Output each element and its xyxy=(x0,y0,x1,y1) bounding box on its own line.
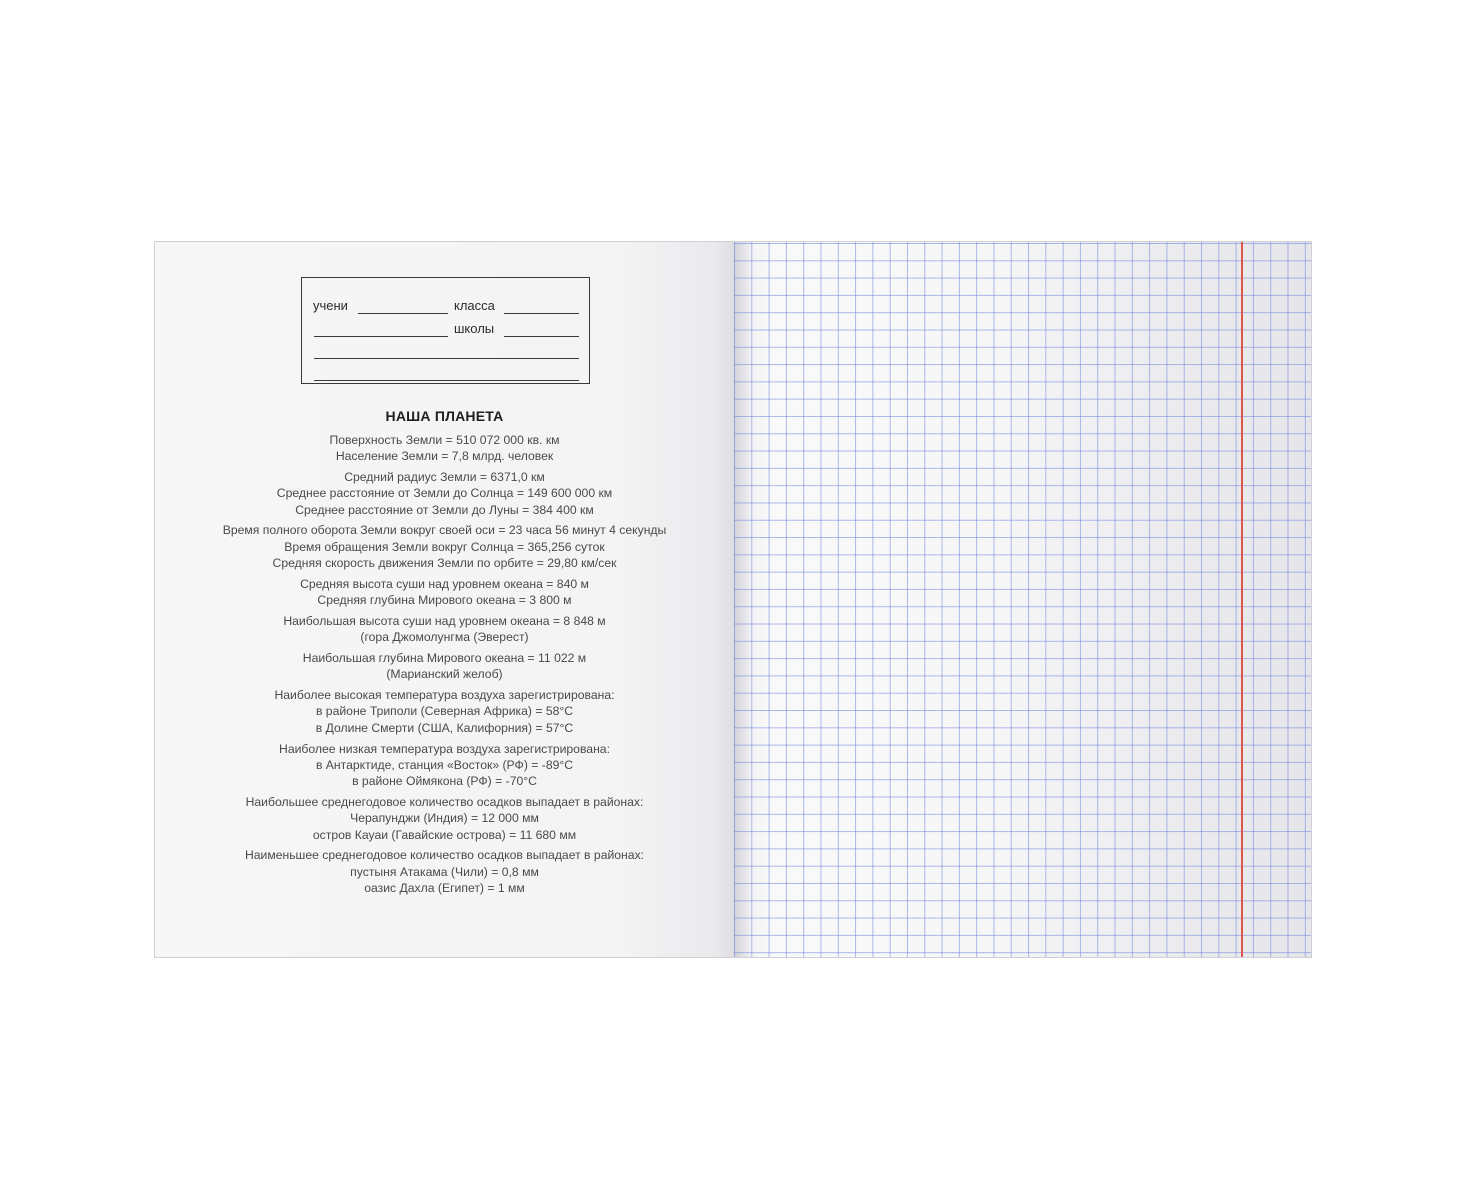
fact-line: Средняя высота суши над уровнем океана = 840 м xyxy=(300,576,589,591)
fact-group xyxy=(155,613,734,646)
fact-group xyxy=(155,687,734,736)
fact-group xyxy=(155,576,734,609)
school-label: школы xyxy=(454,321,495,336)
square-grid xyxy=(734,242,1311,957)
fact-line: оазис Дахла (Египет) = 1 мм xyxy=(364,880,525,895)
inner-cover-page xyxy=(155,242,734,957)
fact-line: Наибольшая высота суши над уровнем океана = 8 848 м xyxy=(283,613,606,628)
fact-line: Средняя скорость движения Земли по орбите = 29,80 км/сек xyxy=(272,556,617,571)
school-line xyxy=(504,336,579,337)
name-line xyxy=(314,336,448,337)
fact-line: Наибольшая глубина Мирового океана = 11 022 м xyxy=(302,651,587,666)
fact-group xyxy=(155,847,734,896)
fact-group xyxy=(155,650,734,683)
fact-line: в районе Триполи (Северная Африка) = 58°C xyxy=(315,704,574,719)
margin-line xyxy=(1241,242,1243,957)
planet-title: НАША ПЛАНЕТА xyxy=(385,408,504,424)
fact-line: Среднее расстояние от Земли до Солнца = 149 600 000 км xyxy=(276,486,613,501)
fact-group xyxy=(155,432,734,465)
fact-line: Поверхность Земли = 510 072 000 кв. км xyxy=(329,433,560,447)
graph-paper-page xyxy=(734,242,1311,957)
fact-group xyxy=(155,469,734,518)
class-line xyxy=(504,313,579,314)
fact-line: в Антарктиде, станция «Восток» (РФ) = -89°C xyxy=(315,757,574,772)
fact-line: Наиболее высокая температура воздуха зарегистрирована: xyxy=(274,688,615,703)
fact-line: Среднее расстояние от Земли до Луны = 384 400 км xyxy=(295,502,594,517)
fact-line: Население Земли = 7,8 млрд. человек xyxy=(335,449,554,464)
fact-line: Наиболее низкая температура воздуха зарегистрирована: xyxy=(279,741,610,756)
class-label: класса xyxy=(454,298,495,313)
blank-line-1 xyxy=(314,358,579,359)
fact-line: (гора Джомолунгма (Эверест) xyxy=(360,630,529,645)
fact-group xyxy=(155,794,734,843)
notebook-spread xyxy=(154,241,1312,958)
fact-line: остров Кауаи (Гавайские острова) = 11 680 мм xyxy=(312,827,577,842)
student-name-line xyxy=(358,313,448,314)
fact-line: Время обращения Земли вокруг Солнца = 365,256 суток xyxy=(284,539,605,554)
fact-line: Черапунджи (Индия) = 12 000 мм xyxy=(350,811,539,826)
fact-line: Время полного оборота Земли вокруг своей оси = 23 часа 56 минут 4 секунды xyxy=(222,523,667,538)
fact-line: в Долине Смерти (США, Калифорния) = 57°C xyxy=(315,720,574,735)
fact-line: (Марианский желоб) xyxy=(386,667,503,682)
fact-group xyxy=(155,522,734,571)
fact-line: в районе Оймякона (РФ) = -70°C xyxy=(352,774,537,789)
fact-group xyxy=(155,741,734,790)
student-label: учени xyxy=(313,298,348,313)
blank-line-2 xyxy=(314,380,579,381)
fact-line: Наименьшее среднегодовое количество осадков выпадает в районах: xyxy=(244,848,645,863)
fact-line: Средняя глубина Мирового океана = 3 800 м xyxy=(317,593,572,608)
fact-line: Средний радиус Земли = 6371,0 км xyxy=(344,470,545,485)
fact-line: Наибольшее среднегодовое количество осадков выпадает в районах: xyxy=(245,794,644,809)
planet-facts xyxy=(155,432,734,901)
fact-line: пустыня Атакама (Чили) = 0,8 мм xyxy=(350,864,539,879)
name-label-box xyxy=(301,277,590,384)
